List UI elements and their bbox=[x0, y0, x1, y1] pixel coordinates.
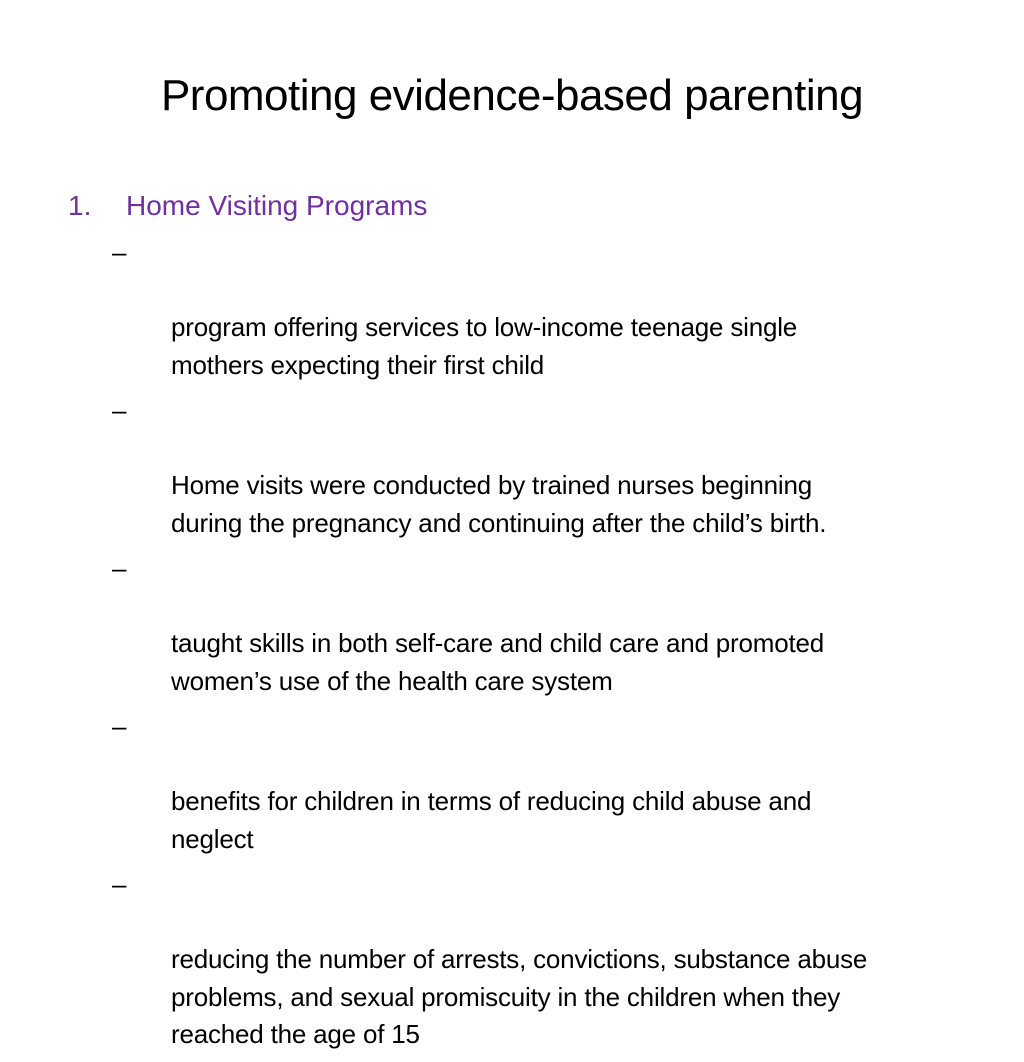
bullet-item bbox=[112, 708, 992, 858]
bullet-text: Home visits were conducted by trained nurses beginning during the pregnancy and continuing after the child’s birth. bbox=[171, 470, 827, 538]
bullet-item bbox=[112, 866, 992, 1054]
bullet-text: taught skills in both self-care and child care and promoted women’s use of the health care system bbox=[171, 628, 825, 696]
bullet-item bbox=[112, 392, 992, 542]
bullet-item bbox=[112, 550, 992, 700]
bullet-dash: – bbox=[112, 711, 127, 741]
bullet-text: program offering services to low-income teenage single mothers expecting their first child bbox=[171, 312, 798, 380]
bullet-dash: – bbox=[112, 237, 127, 267]
bullet-dash: – bbox=[112, 869, 127, 899]
section-heading-text: Home Visiting Programs bbox=[126, 190, 428, 221]
bullet-text: benefits for children in terms of reducing child abuse and neglect bbox=[171, 786, 812, 854]
bullet-dash: – bbox=[112, 395, 127, 425]
bullet-item bbox=[112, 234, 992, 384]
section-number: 1. bbox=[68, 190, 92, 221]
bullet-text: reducing the number of arrests, convictions, substance abuse problems, and sexual promiscuity in the children when they reached the age of 15 bbox=[171, 944, 868, 1049]
bullet-dash: – bbox=[112, 553, 127, 583]
section-heading bbox=[68, 187, 427, 225]
slide-title: Promoting evidence-based parenting bbox=[160, 71, 864, 120]
bullet-list bbox=[112, 234, 992, 1062]
